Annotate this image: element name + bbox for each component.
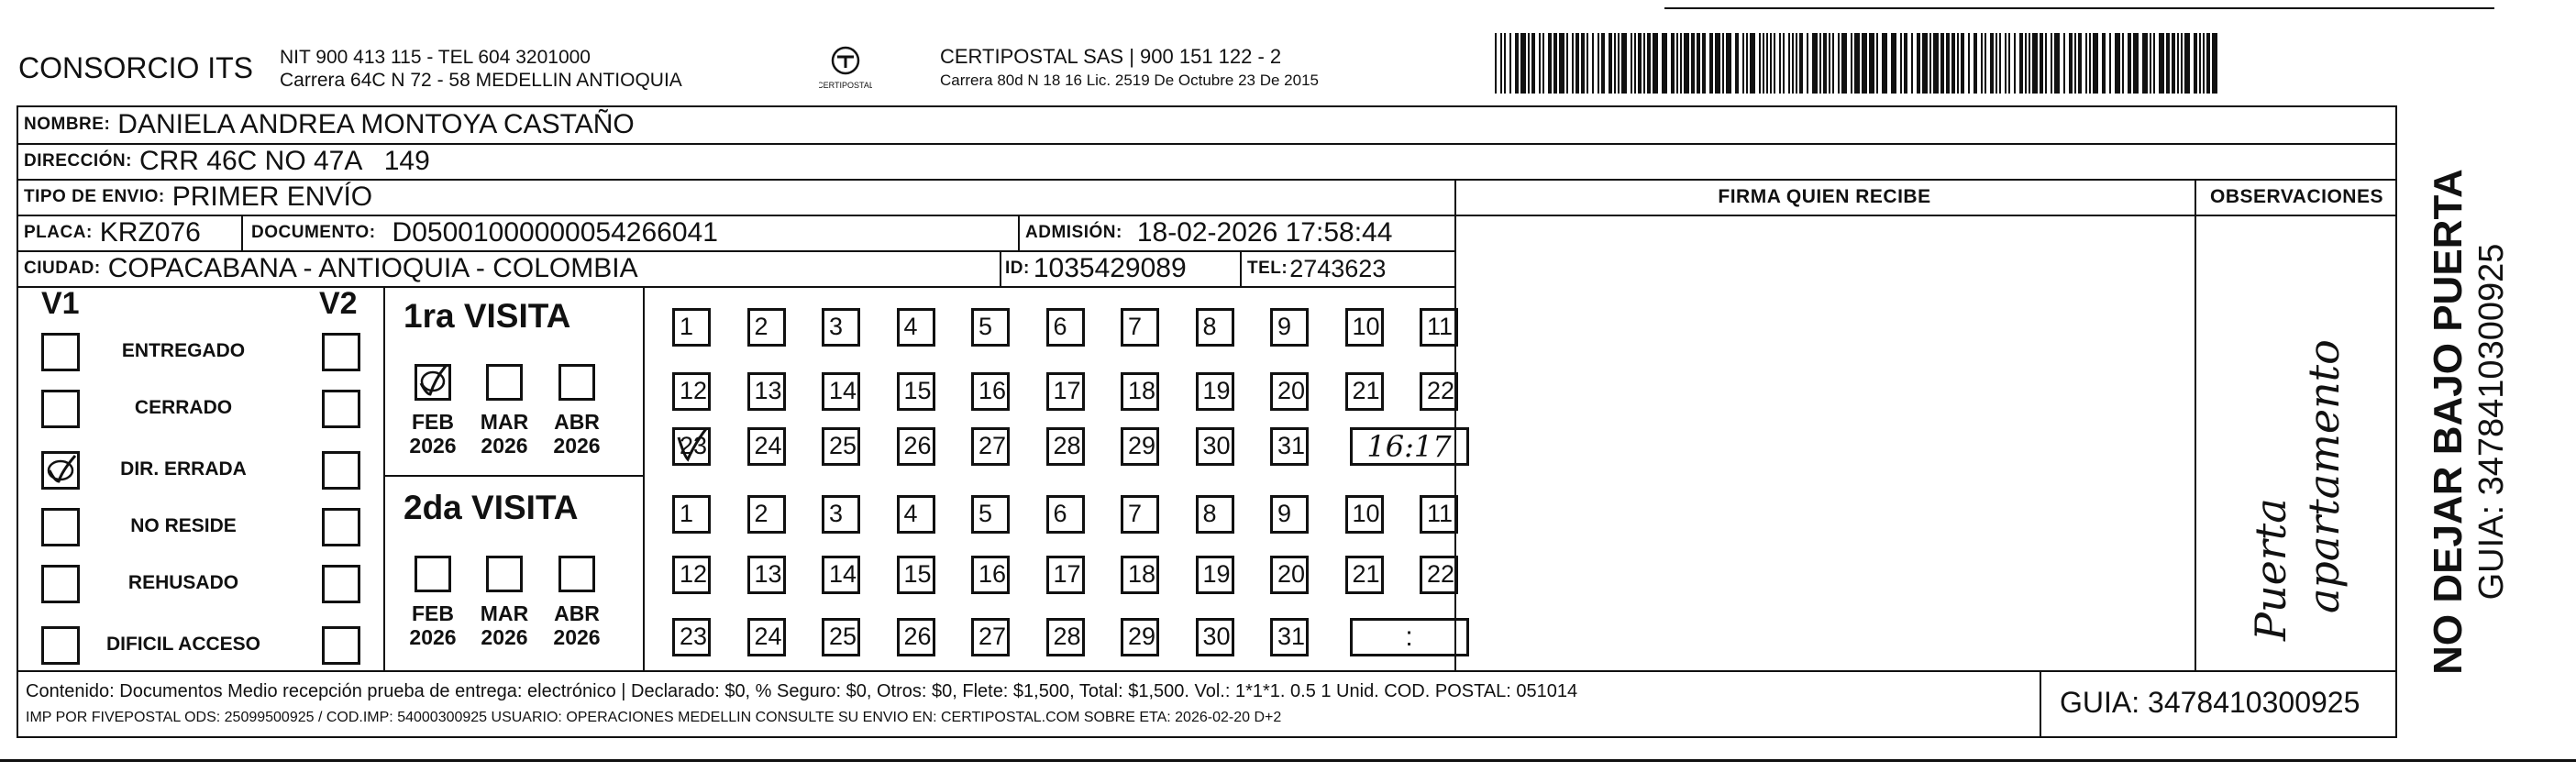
barcode-bar	[1609, 33, 1612, 94]
side-big: NO DEJAR BAJO PUERTA	[2426, 169, 2471, 675]
barcode-bar	[1742, 33, 1744, 94]
barcode-bar	[1735, 33, 1739, 94]
visit2-day-box[interactable]: 14	[822, 556, 860, 594]
barcode-bar	[1598, 33, 1599, 94]
barcode-bar	[2199, 33, 2201, 94]
visit2-month-label: FEB 2026	[409, 601, 457, 649]
barcode-bar	[2063, 33, 2065, 94]
status-option-label: DIFICIL ACCESO	[105, 634, 260, 655]
barcode-bar	[1929, 33, 1931, 94]
barcode-bar	[2184, 33, 2190, 94]
visit1-day-box[interactable]: 17	[1046, 372, 1085, 411]
visit2-day-box[interactable]: 4	[897, 495, 935, 534]
visit2-month-checkbox[interactable]	[486, 556, 523, 592]
direccion-value: CRR 46C NO 47A 149	[138, 146, 430, 176]
barcode-bar	[2181, 33, 2183, 94]
barcode-bar	[2212, 33, 2217, 94]
barcode-bar	[1662, 33, 1667, 94]
barcode-bar	[1832, 33, 1834, 94]
barcode-bar	[1933, 33, 1939, 94]
barcode-bar	[1528, 33, 1530, 94]
barcode-bar	[2089, 33, 2091, 94]
barcode-bar	[1702, 33, 1706, 94]
visit1-day-box[interactable]: 25	[822, 427, 860, 466]
barcode-bar	[2040, 33, 2043, 94]
barcode-bar	[2019, 33, 2023, 94]
visit1-day-box[interactable]: 18	[1121, 372, 1159, 411]
barcode-bar	[1882, 33, 1887, 94]
ciudad-value: COPACABANA - ANTIOQUIA - COLOMBIA	[107, 253, 638, 283]
tipo-value: PRIMER ENVÍO	[171, 182, 373, 212]
observaciones-handwriting	[2196, 216, 2397, 669]
visit1-time-box[interactable]: 16:17	[1350, 427, 1469, 466]
status-option-label: REHUSADO	[127, 572, 239, 593]
admision-cell	[1025, 215, 1392, 250]
visit2-day-box[interactable]: 3	[822, 495, 860, 534]
company-address: Carrera 64C N 72 - 58 MEDELLIN ANTIOQUIA	[280, 70, 682, 91]
barcode-bar	[1647, 33, 1651, 94]
barcode-bar	[1709, 33, 1713, 94]
certipostal-logo	[819, 42, 872, 95]
visit2-day-box[interactable]: 12	[672, 556, 711, 594]
visit2-day-box[interactable]: 24	[747, 618, 786, 656]
visit1-month-label: ABR 2026	[553, 410, 601, 458]
id-cell	[1005, 251, 1187, 286]
barcode-bar	[1854, 33, 1860, 94]
visit1-day-box[interactable]: 6	[1046, 308, 1085, 347]
documento-cell	[251, 215, 718, 250]
barcode-bar	[2029, 33, 2030, 94]
barcode-bar	[1973, 33, 1977, 94]
barcode-bar	[1788, 33, 1790, 94]
barcode-bar	[1911, 33, 1913, 94]
visit2-day-box[interactable]: 6	[1046, 495, 1085, 534]
v2-checkbox[interactable]	[322, 626, 360, 665]
v2-checkbox[interactable]	[322, 333, 360, 371]
barcode-bar	[1779, 33, 1781, 94]
nombre-value: DANIELA ANDREA MONTOYA CASTAÑO	[117, 109, 635, 139]
barcode-bar	[1922, 33, 1928, 94]
barcode-bar	[1726, 33, 1731, 94]
barcode-bar	[1520, 33, 1526, 94]
barcode-bar	[1763, 33, 1764, 94]
barcode-bar	[1691, 33, 1695, 94]
barcode-bar	[1601, 33, 1605, 94]
status-option-label: DIR. ERRADA	[120, 458, 247, 480]
certipostal-license: Carrera 80d N 18 16 Lic. 2519 De Octubre 23 De 2015	[940, 72, 1319, 89]
status-option-label: NO RESIDE	[130, 515, 237, 536]
barcode-bar	[1829, 33, 1830, 94]
visit2-day-box[interactable]: 18	[1121, 556, 1159, 594]
visit2-day-box[interactable]: 7	[1121, 495, 1159, 534]
barcode-bar	[1968, 33, 1970, 94]
barcode-bar	[2032, 33, 2038, 94]
barcode-bar	[1799, 33, 1803, 94]
visit1-day-box[interactable]: 29	[1121, 427, 1159, 466]
nombre-row	[24, 107, 635, 142]
visit1-day-box[interactable]: 26	[897, 427, 935, 466]
barcode-bar	[1900, 33, 1902, 94]
barcode-bar	[1940, 33, 1944, 94]
barcode-bar	[2194, 33, 2197, 94]
barcode-bar	[1862, 33, 1867, 94]
visit1-day-box[interactable]: 28	[1046, 427, 1085, 466]
visit1-title: 1ra VISITA	[404, 297, 571, 335]
barcode-bar	[1807, 33, 1808, 94]
barcode-bar	[2203, 33, 2205, 94]
barcode-bar	[1981, 33, 1983, 94]
visit2-day-box[interactable]: 2	[747, 495, 786, 534]
barcode-bar	[1548, 33, 1552, 94]
barcode-bar	[1796, 33, 1797, 94]
visit1-day-box[interactable]: 13	[747, 372, 786, 411]
visit1-day-box[interactable]: 14	[822, 372, 860, 411]
placa-label: PLACA:	[24, 223, 93, 242]
visit2-day-box[interactable]: 13	[747, 556, 786, 594]
nombre-label: NOMBRE:	[24, 115, 111, 134]
barcode-bar	[1946, 33, 1950, 94]
barcode-bar	[2014, 33, 2016, 94]
barcode-bar	[1759, 33, 1761, 94]
barcode-bar	[2142, 33, 2148, 94]
top-rule	[1664, 7, 2494, 9]
visit1-day-box[interactable]: 20	[1270, 372, 1309, 411]
v1-label: V1	[41, 286, 80, 321]
handwriting-line-2: apartamento	[2299, 339, 2349, 613]
footer-line1: Contenido: Documentos Medio recepción prueba de entrega: electrónico | Declarado: $0, % Seguro: $0, Otros: $0, Flete: $1,500, Total: $1,500. Vol.: 1*1*1. 0.5 1 Unid. COD. POSTAL: 051014	[26, 681, 1578, 701]
certipostal-name: CERTIPOSTAL SAS | 900 151 122 - 2	[940, 45, 1282, 68]
visit1-day-box[interactable]: 5	[971, 308, 1010, 347]
visit2-day-box[interactable]: 17	[1046, 556, 1085, 594]
barcode-bar	[2005, 33, 2007, 94]
barcode-bar	[2069, 33, 2073, 94]
visit2-day-box[interactable]: 1	[672, 495, 711, 534]
status-option-label: CERRADO	[134, 397, 233, 418]
direccion-label: DIRECCIÓN:	[24, 151, 132, 171]
company-name: CONSORCIO ITS	[18, 51, 254, 84]
documento-value: D05001000000054266041	[392, 217, 718, 248]
barcode-bar	[2051, 33, 2052, 94]
visit1-day-box-checked[interactable]: 23	[672, 427, 711, 466]
barcode	[1495, 33, 2219, 94]
barcode-bar	[1999, 33, 2001, 94]
visit1-day-box[interactable]: 9	[1270, 308, 1309, 347]
placa-cell	[24, 215, 201, 250]
barcode-bar	[1495, 33, 1497, 94]
visit1-day-box[interactable]: 11	[1420, 308, 1458, 347]
ciudad-label: CIUDAD:	[24, 259, 101, 278]
handwriting-line-1: Puerta	[2246, 498, 2295, 641]
barcode-bar	[2172, 33, 2175, 94]
barcode-bar	[2078, 33, 2082, 94]
direccion-row	[24, 144, 430, 179]
visit1-day-box[interactable]: 24	[747, 427, 786, 466]
barcode-bar	[2206, 33, 2210, 94]
barcode-bar	[1812, 33, 1818, 94]
company-nit-tel: NIT 900 413 115 - TEL 604 3201000	[280, 47, 591, 68]
barcode-bar	[2074, 33, 2076, 94]
status-option-label: ENTREGADO	[121, 340, 246, 361]
barcode-bar	[1575, 33, 1579, 94]
visit2-day-box[interactable]: 29	[1121, 618, 1159, 656]
barcode-bar	[1876, 33, 1878, 94]
placa-value: KRZ076	[99, 217, 201, 248]
visit1-day-box[interactable]: 16	[971, 372, 1010, 411]
tipo-label: TIPO DE ENVIO:	[24, 187, 165, 206]
visit1-day-box[interactable]: 3	[822, 308, 860, 347]
barcode-bar	[1838, 33, 1840, 94]
barcode-bar	[2115, 33, 2120, 94]
barcode-bar	[2045, 33, 2047, 94]
barcode-bar	[1581, 33, 1585, 94]
visit2-day-box[interactable]: 10	[1345, 495, 1384, 534]
visit1-month-label: MAR 2026	[480, 410, 529, 458]
visit2-month-checkbox[interactable]	[558, 556, 595, 592]
barcode-bar	[1985, 33, 1986, 94]
barcode-bar	[1990, 33, 1994, 94]
firma-label: FIRMA QUIEN RECIBE	[1718, 186, 1931, 207]
visit1-day-box[interactable]: 12	[672, 372, 711, 411]
barcode-bar	[1531, 33, 1535, 94]
tel-value: 2743623	[1289, 254, 1387, 282]
visit2-day-box[interactable]: 20	[1270, 556, 1309, 594]
barcode-bar	[1891, 33, 1896, 94]
barcode-bar	[1653, 33, 1658, 94]
visit1-day-box[interactable]: 27	[971, 427, 1010, 466]
v2-checkbox[interactable]	[322, 508, 360, 546]
ciudad-cell	[24, 251, 638, 286]
bottom-rule	[0, 759, 2576, 762]
tipo-row	[24, 180, 372, 215]
visit1-month-checkbox-checked[interactable]	[415, 364, 451, 401]
barcode-bar	[1676, 33, 1678, 94]
barcode-bar	[2159, 33, 2164, 94]
barcode-bar	[1783, 33, 1785, 94]
visit2-day-box[interactable]: 11	[1420, 495, 1458, 534]
visit2-day-box[interactable]: 8	[1196, 495, 1234, 534]
admision-value: 18-02-2026 17:58:44	[1136, 217, 1393, 248]
barcode-bar	[2122, 33, 2124, 94]
visit2-day-box[interactable]: 31	[1270, 618, 1309, 656]
logo-text: CERTIPOSTAL	[819, 81, 872, 90]
barcode-bar	[1917, 33, 1920, 94]
barcode-bar	[2177, 33, 2179, 94]
barcode-bar	[1614, 33, 1616, 94]
barcode-bar	[1643, 33, 1645, 94]
visit2-month-label: ABR 2026	[553, 601, 601, 649]
visit2-day-box[interactable]: 22	[1420, 556, 1458, 594]
visit1-day-box[interactable]: 10	[1345, 308, 1384, 347]
visit1-day-box[interactable]: 7	[1121, 308, 1159, 347]
visit1-day-box[interactable]: 30	[1196, 427, 1234, 466]
visit1-month-checkbox[interactable]	[558, 364, 595, 401]
barcode-bar	[1553, 33, 1557, 94]
barcode-bar	[2093, 33, 2098, 94]
visit2-day-box[interactable]: 28	[1046, 618, 1085, 656]
barcode-bar	[1671, 33, 1675, 94]
footer-guia: GUIA: 3478410300925	[2060, 686, 2360, 719]
barcode-bar	[1869, 33, 1874, 94]
v2-checkbox[interactable]	[322, 565, 360, 603]
visit1-day-box[interactable]: 22	[1420, 372, 1458, 411]
barcode-bar	[1841, 33, 1847, 94]
barcode-bar	[2008, 33, 2010, 94]
barcode-bar	[1904, 33, 1907, 94]
visit2-day-box[interactable]: 27	[971, 618, 1010, 656]
barcode-bar	[1572, 33, 1574, 94]
barcode-bar	[2102, 33, 2106, 94]
visit2-title: 2da VISITA	[404, 489, 579, 526]
barcode-bar	[1515, 33, 1519, 94]
observaciones-label: OBSERVACIONES	[2210, 186, 2383, 207]
barcode-bar	[2128, 33, 2131, 94]
visit1-month-label: FEB 2026	[409, 410, 457, 458]
admision-label: ADMISIÓN:	[1025, 223, 1122, 242]
visit2-day-box[interactable]: 25	[822, 618, 860, 656]
visit1-day-box[interactable]: 1	[672, 308, 711, 347]
visit1-day-box[interactable]: 8	[1196, 308, 1234, 347]
barcode-bar	[1750, 33, 1755, 94]
side-guia: GUIA: 3478410300925	[2472, 243, 2511, 601]
visit2-day-box[interactable]: 9	[1270, 495, 1309, 534]
barcode-bar	[2153, 33, 2155, 94]
footer-line2: IMP POR FIVEPOSTAL ODS: 25099500925 / COD.IMP: 54000300925 USUARIO: OPERACIONES MEDELLIN CONSULTE SU ENVIO EN: CERTIPOSTAL.COM SOBRE ETA: 2026-02-20 D+2	[26, 710, 1282, 725]
visit2-day-box[interactable]: 26	[897, 618, 935, 656]
visit1-day-box[interactable]: 15	[897, 372, 935, 411]
v2-checkbox[interactable]	[322, 451, 360, 490]
visit2-day-box[interactable]: 21	[1345, 556, 1384, 594]
barcode-bar	[1631, 33, 1632, 94]
visit2-time-box[interactable]: :	[1350, 618, 1469, 656]
barcode-bar	[1851, 33, 1852, 94]
barcode-bar	[1504, 33, 1506, 94]
visit1-day-box[interactable]: 31	[1270, 427, 1309, 466]
visit2-day-box[interactable]: 5	[971, 495, 1010, 534]
barcode-bar	[1539, 33, 1541, 94]
visit2-day-box[interactable]: 30	[1196, 618, 1234, 656]
visit2-month-label: MAR 2026	[480, 601, 529, 649]
barcode-bar	[1638, 33, 1642, 94]
visit2-day-box[interactable]: 15	[897, 556, 935, 594]
tel-cell	[1247, 251, 1386, 286]
v2-label: V2	[319, 286, 358, 321]
visit2-day-box[interactable]: 23	[672, 618, 711, 656]
visit2-day-box[interactable]: 19	[1196, 556, 1234, 594]
barcode-bar	[1766, 33, 1768, 94]
visit1-day-box[interactable]: 21	[1345, 372, 1384, 411]
barcode-bar	[1722, 33, 1724, 94]
barcode-bar	[2166, 33, 2170, 94]
barcode-bar	[1621, 33, 1627, 94]
barcode-bar	[1680, 33, 1682, 94]
visit1-day-box[interactable]: 4	[897, 308, 935, 347]
visit2-month-checkbox[interactable]	[415, 556, 451, 592]
barcode-bar	[1957, 33, 1959, 94]
barcode-bar	[2085, 33, 2087, 94]
barcode-bar	[1792, 33, 1794, 94]
barcode-bar	[1566, 33, 1568, 94]
barcode-bar	[1509, 33, 1511, 94]
barcode-bar	[1697, 33, 1700, 94]
barcode-bar	[2109, 33, 2111, 94]
tel-label: TEL:	[1247, 259, 1288, 278]
visit2-day-box[interactable]: 16	[971, 556, 1010, 594]
barcode-bar	[1500, 33, 1502, 94]
side-text	[2405, 105, 2533, 738]
visit1-day-box[interactable]: 19	[1196, 372, 1234, 411]
visit1-day-box[interactable]: 2	[747, 308, 786, 347]
barcode-bar	[1559, 33, 1564, 94]
v2-checkbox[interactable]	[322, 390, 360, 428]
barcode-bar	[1996, 33, 1997, 94]
barcode-bar	[1618, 33, 1620, 94]
visit1-month-checkbox[interactable]	[486, 364, 523, 401]
barcode-bar	[1823, 33, 1827, 94]
barcode-bar	[1634, 33, 1636, 94]
barcode-bar	[2133, 33, 2139, 94]
barcode-bar	[1951, 33, 1955, 94]
barcode-bar	[2054, 33, 2060, 94]
barcode-bar	[1961, 33, 1964, 94]
barcode-bar	[2150, 33, 2151, 94]
barcode-bar	[1715, 33, 1720, 94]
barcode-bar	[1770, 33, 1772, 94]
barcode-bar	[1774, 33, 1775, 94]
barcode-bar	[1746, 33, 1748, 94]
barcode-bar	[1819, 33, 1821, 94]
barcode-bar	[2025, 33, 2027, 94]
barcode-bar	[1684, 33, 1689, 94]
barcode-bar	[1542, 33, 1544, 94]
id-value: 1035429089	[1033, 253, 1187, 283]
barcode-bar	[1592, 33, 1594, 94]
documento-label: DOCUMENTO:	[251, 223, 376, 242]
id-label: ID:	[1005, 259, 1030, 278]
barcode-bar	[1587, 33, 1588, 94]
